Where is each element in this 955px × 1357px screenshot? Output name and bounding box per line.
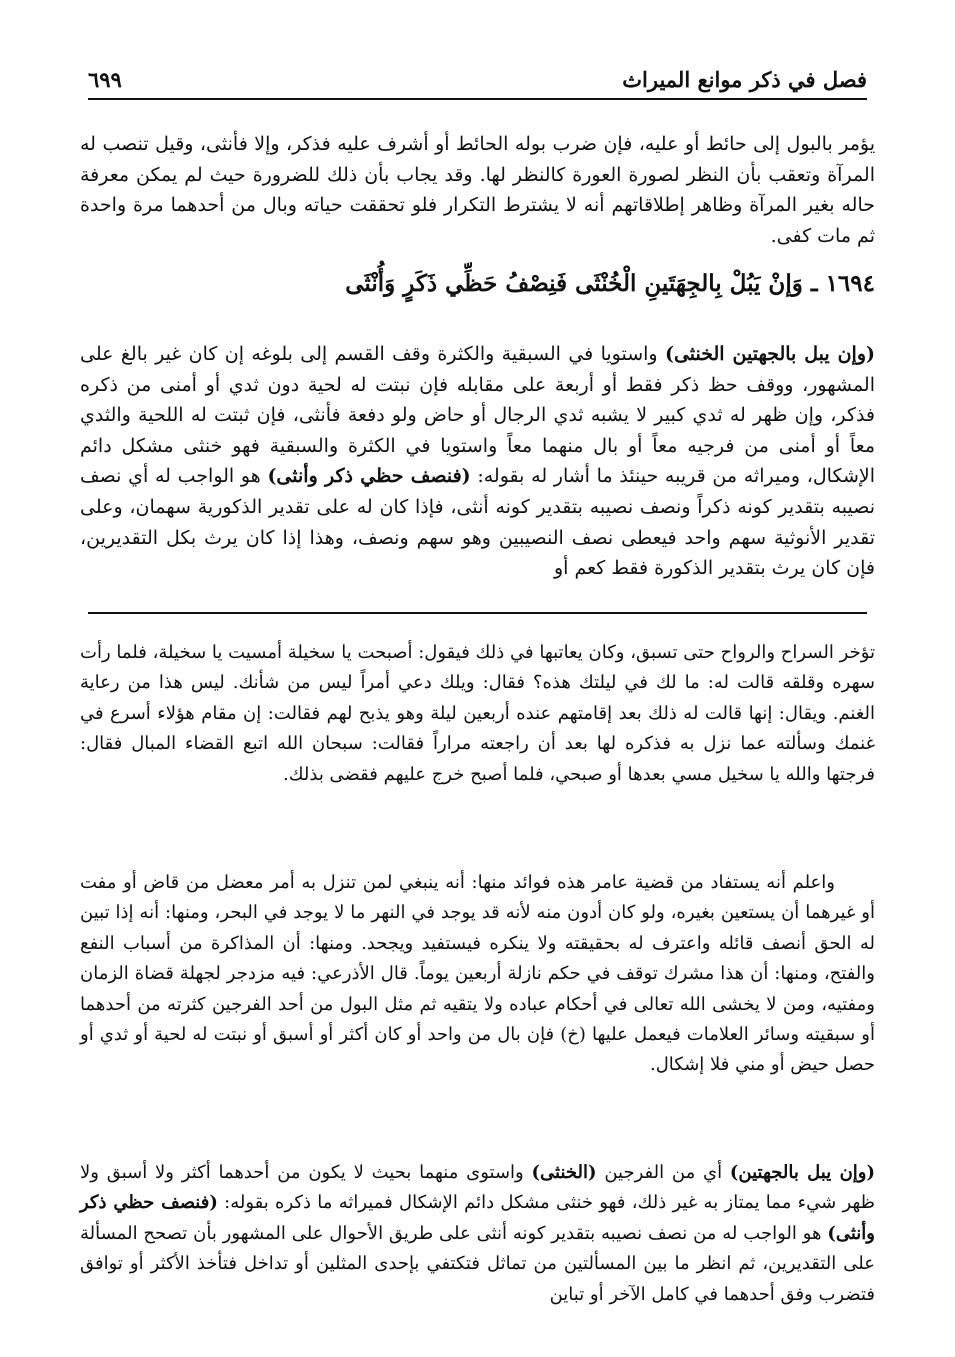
quoted-verse-phrase: (فنصف حظي ذكر وأنثى) [80,1192,875,1244]
footnote-continuation: تؤخر السراح والرواح حتى تسبق، وكان يعاتبها في ذلك فيقول: أصبحت يا سخيلة أمسيت يا سخيلة، فلما رأت سهره وقلقه قالت له: ما لك في ليلتك هذه؟ فقال: ويلك دعي أمراً ليس من شأنك. ليس هذا من رعاية الغنم. ويقال: إنها قالت له ذلك بعد إقامتهم عنده أربعين ليلة وهو يذبح لهم فقالت: إن مقام هؤلاء أسرع في غنمك وسألته عما نزل به فذكره لها بعد أن راجعته مراراً فقالت: سبحان الله اتبع القضاء المبال فقال: فرجتها والله يا سخيل مسي بعدها أو صبحي، فلما أصبح خرج عليهم فقضى بذلك. [80,642,875,785]
footnote-verse-explanation [80,1158,875,1310]
page-header [88,52,867,92]
page-number: ٦٩٩ [88,67,122,92]
poem-verse-1694: ١٦٩٤ ـ وَإنْ يَبُلْ بِالجِهَتَينِ الْخُنْثَى فَنِصْفُ حَظِّي ذَكَرٍ وَأُنْثَى [345,270,875,297]
explanation-text: هو الواجب له من نصف نصيبه بتقدير كونه أنثى على طريق الأحوال على المشهور بأن تصحح المسألة على التقديرين، ثم انظر ما بين المسألتين من تماثل فتكتفي بإحدى المثلين أو تداخل فتأخذ الأكثر أو توافق فتضرب وفق أحدهما في كامل الآخر أو تباين [80,1222,875,1305]
footnote-divider [88,612,867,614]
commentary-text: واستويا في السبقية والكثرة وقف القسم إلى بلوغه إن كان غير بالغ على المشهور، ووقف حظ ذكر فقط أو أربعة على مقابله فإن نبتت له لحية دون ثدي أو أمنى من ذكره فذكر، وإن ظهر له ثدي كبير لا يشبه ثدي الرجال أو حاض ولو دفعة فأنثى، فإن ثبتت له اللحية والثدي معاً أو أمنى من فرجيه معاً أو بال منهما معاً واستويا في الكثرة والسبقية فهو خنثى مشكل دائم الإشكال، وميراثه من قريبه حينئذ ما أشار له بقوله: [80,343,875,488]
explanation-text: واستوى منهما بحيث لا يكون من أحدهما أكثر ولا أسبق ولا ظهر شيء مما يمتاز به غير ذلك، فهو خنثى مشكل دائم الإشكال فميراثه ما ذكره بقوله: [80,1162,876,1214]
continuation-paragraph: يؤمر بالبول إلى حائط أو عليه، فإن ضرب بوله الحائط أو أشرف عليه فذكر، وإلا فأنثى، وقيل تنصب له المرآة وتعقب بأن النظر لصورة العورة كالنظر لها. وقد يجاب بأن ذلك للضرورة حيث لم يمكن معرفة حاله بغير المرآة وظاهر إطلاقاتهم أنه لا يشترط التكرار فلو تحققت حياته وبال من أحدهما مرة واحدة ثم مات كفى. [80,133,875,247]
quoted-verse-phrase: (وإن يبل بالجهتين الخنثى) [664,343,875,365]
quoted-verse-phrase: (فنصف حظي ذكر وأنثى) [267,465,471,488]
quoted-verse-phrase: (وإن يبل بالجهتين) [729,1162,875,1183]
explanation-text: أي من الفرجين [596,1162,730,1183]
verse-commentary [80,339,875,584]
header-divider [88,98,867,100]
quoted-verse-phrase: (الخنثى) [531,1162,597,1183]
footnote-lessons-paragraph: واعلم أنه يستفاد من قضية عامر هذه فوائد منها: أنه ينبغي لمن تنزل به أمر معضل من قاض أو مفت أو غيرهما أن يستعين بغيره، ولو كان أدون منه لأنه قد يوجد في النهر ما لا يوجد في البحر، ومنها: أنه إذا تبين له الحق أنصف قائله واعترف له بحقيقته ولا ينكره فيستفيد ويجحد. ومنها: أن المذاكرة من أسباب النفع والفتح، ومنها: أن هذا مشرك توقف في حكم نازلة أربعين يوماً. قال الأذرعي: فيه مزدجر لجهلة قضاة الزمان ومفتيه، ومن لا يخشى الله تعالى في أحكام عباده ولا يتقيه ثم مثل البول من أحد الفرجين كثرته من أحدهما أو سبقيته وسائر العلامات فيعمل عليها (خ) فإن بال من واحد أو كان أكثر أو أسبق أو نبتت له لحية أو ثدي أو حصل حيض أو مني فلا إشكال. [80,872,875,1076]
commentary-text: هو الواجب له أي نصف نصيبه بتقدير كونه ذكراً ونصف نصيبه بتقدير كونه أنثى، فإذا كان له على تقدير الذكورية سهمان، وعلى تقدير الأنوثية سهم واحد فيعطى نصف النصيبين وهو سهم ونصف، وهذا إذا كان يرث بكل التقديرين، فإن كان يرث بتقدير الذكورة فقط كعم أو [80,465,875,580]
running-title: فصل في ذكر موانع الميراث [622,67,867,92]
